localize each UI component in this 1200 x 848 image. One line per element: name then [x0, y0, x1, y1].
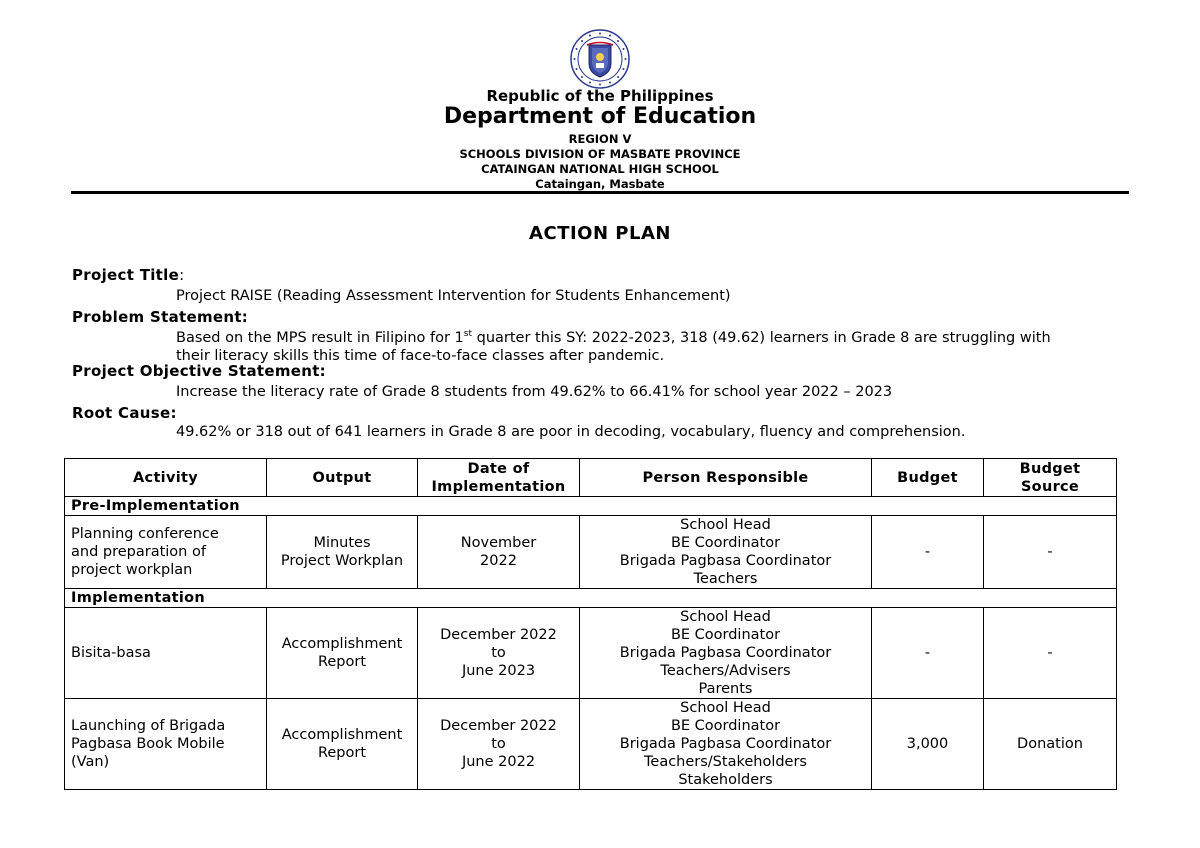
- section-label-implementation: Implementation: [65, 589, 1117, 608]
- section-row-implementation: [65, 589, 1117, 608]
- cell-activity: Bisita-basa: [65, 608, 267, 699]
- division-line: SCHOOLS DIVISION OF MASBATE PROVINCE: [459, 147, 741, 161]
- project-title-text: Project RAISE (Reading Assessment Intervention for Students Enhancement): [176, 288, 731, 304]
- region-line: REGION V: [568, 132, 632, 146]
- cell-date: December 2022 to June 2023: [418, 608, 580, 699]
- header-budget-source: Budget Source: [984, 459, 1117, 497]
- table-header-row: [65, 459, 1117, 497]
- school-line: CATAINGAN NATIONAL HIGH SCHOOL: [481, 162, 719, 176]
- cell-budget: -: [872, 516, 984, 589]
- cell-person: School Head BE Coordinator Brigada Pagbasa Coordinator Teachers/Stakeholders Stakeholders: [580, 699, 872, 790]
- header-date: Date of Implementation: [418, 459, 580, 497]
- project-title-label: Project Title:: [72, 266, 185, 284]
- header-person: Person Responsible: [580, 459, 872, 497]
- letterhead-divider: [71, 191, 1129, 194]
- header-output: Output: [267, 459, 418, 497]
- cell-activity: Launching of Brigada Pagbasa Book Mobile (Van): [65, 699, 267, 790]
- deped-seal-icon: [570, 29, 630, 89]
- table-row: [65, 516, 1117, 589]
- cell-date: December 2022 to June 2022: [418, 699, 580, 790]
- cell-activity: Planning conference and preparation of project workplan: [65, 516, 267, 589]
- header-activity: Activity: [65, 459, 267, 497]
- root-cause-label: Root Cause:: [72, 404, 177, 422]
- cell-budget-source: -: [984, 608, 1117, 699]
- objective-label: Project Objective Statement:: [72, 362, 326, 380]
- cell-budget-source: -: [984, 516, 1117, 589]
- cell-budget: -: [872, 608, 984, 699]
- header-budget: Budget: [872, 459, 984, 497]
- section-label-pre: Pre-Implementation: [65, 497, 1117, 516]
- cell-date: November 2022: [418, 516, 580, 589]
- cell-budget: 3,000: [872, 699, 984, 790]
- root-cause-text: 49.62% or 318 out of 641 learners in Grade 8 are poor in decoding, vocabulary, fluency and comprehension.: [176, 424, 966, 440]
- cell-budget-source: Donation: [984, 699, 1117, 790]
- table-row: [65, 699, 1117, 790]
- cell-person: School Head BE Coordinator Brigada Pagbasa Coordinator Teachers/Advisers Parents: [580, 608, 872, 699]
- cell-person: School Head BE Coordinator Brigada Pagbasa Coordinator Teachers: [580, 516, 872, 589]
- republic-line: Republic of the Philippines: [486, 87, 714, 105]
- cell-output: Accomplishment Report: [267, 608, 418, 699]
- problem-statement-label: Problem Statement:: [72, 308, 249, 326]
- cell-output: Minutes Project Workplan: [267, 516, 418, 589]
- action-plan-table: [64, 458, 1117, 790]
- objective-text: Increase the literacy rate of Grade 8 students from 49.62% to 66.41% for school year 2022 – 2023: [176, 384, 893, 400]
- document-title: ACTION PLAN: [529, 223, 671, 244]
- location-line: Cataingan, Masbate: [535, 177, 665, 191]
- cell-output: Accomplishment Report: [267, 699, 418, 790]
- section-row-pre: [65, 497, 1117, 516]
- problem-statement-text: Based on the MPS result in Filipino for 1st quarter this SY: 2022-2023, 318 (49.62) learners in Grade 8 are struggling with their literacy skills this time of face-to-face classes after pandemic.: [176, 329, 1051, 364]
- department-title: Department of Education: [443, 104, 757, 129]
- table-row: [65, 608, 1117, 699]
